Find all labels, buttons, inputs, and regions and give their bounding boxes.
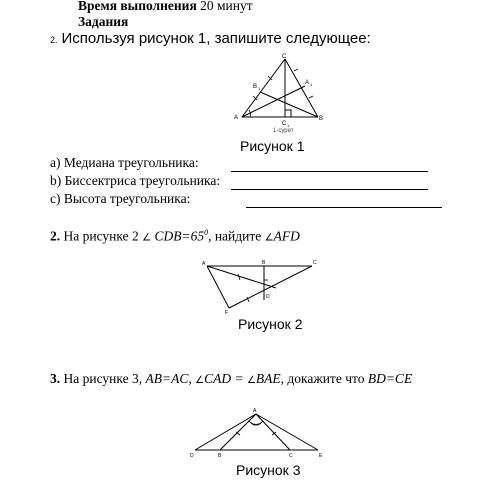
angle-symbol: ∠: [142, 232, 152, 244]
fig3-label-d: D: [190, 453, 194, 459]
task1-item-a: a) Медиана треугольника:: [50, 155, 199, 170]
task2-target: AFD: [273, 228, 300, 244]
angle-symbol: ∠: [246, 375, 256, 386]
fig3-label-a: A: [253, 408, 257, 414]
task3-number: 3.: [50, 371, 61, 386]
fig3-label-c: C: [289, 453, 293, 459]
tasks-heading: Задания: [78, 14, 129, 29]
task2-text-before: На рисунке 2: [63, 228, 139, 244]
task3-cond1: AB=AC,: [145, 371, 192, 386]
task3-text-middle: , докажите что: [280, 371, 365, 386]
task3-goal: BD=CE: [367, 371, 413, 386]
task1-prompt: Используя рисунок 1, запишите следующее:: [61, 30, 371, 47]
fig2-caption: Рисунок 2: [238, 316, 303, 332]
fig1-label-b: B: [319, 116, 324, 122]
fig1-label-a1: A: [305, 80, 310, 86]
fig2-label-b: B: [262, 260, 266, 266]
task2-number: 2.: [50, 228, 61, 244]
task3-cond2-right: BAE: [255, 371, 281, 386]
fig2-label-d: D: [266, 294, 270, 300]
fig3-segment-ac: [256, 414, 290, 450]
task1-item-c: c) Высота треугольника:: [50, 191, 191, 206]
fig2-label-a: A: [202, 261, 206, 267]
fig2-label-f: F: [225, 310, 229, 316]
fig1-label-c1-sub: 1: [287, 123, 290, 128]
fig1-label-b1: B: [253, 84, 258, 90]
time-value: 20 минут: [200, 0, 253, 13]
fig1-label-a: A: [234, 115, 239, 121]
task3-cond2-left: CAD =: [204, 371, 244, 386]
fig2-label-c: C: [313, 260, 317, 266]
fig1-small-caption: 1-сурет: [273, 128, 294, 134]
time-label: Время выполнения: [78, 0, 197, 13]
fig3-angle-arc-1: [249, 421, 263, 424]
fig3-side-ae: [256, 414, 318, 450]
fig1-label-c1: C: [282, 121, 287, 127]
fig1-label-a1-sub: 1: [310, 82, 313, 87]
task2-angle-expr: CDB=65: [154, 228, 205, 244]
angle-symbol: ∠: [195, 375, 205, 386]
fig1-caption: Рисунок 1: [240, 138, 305, 154]
fig3-caption: Рисунок 3: [236, 462, 301, 478]
task1-item-b: b) Биссектриса треугольника:: [50, 173, 221, 188]
fig1-label-c: C: [282, 54, 287, 60]
task2-degree: 0: [204, 228, 209, 237]
task1-number: 2.: [50, 35, 58, 45]
task3-text-before: На рисунке 3,: [63, 371, 143, 386]
fig1-label-b1-sub: 1: [258, 86, 261, 91]
fig3-label-e: E: [319, 453, 323, 459]
fig3-label-b: B: [218, 453, 222, 459]
angle-symbol: ∠: [264, 232, 274, 244]
task2-text-after: , найдите: [208, 228, 262, 244]
